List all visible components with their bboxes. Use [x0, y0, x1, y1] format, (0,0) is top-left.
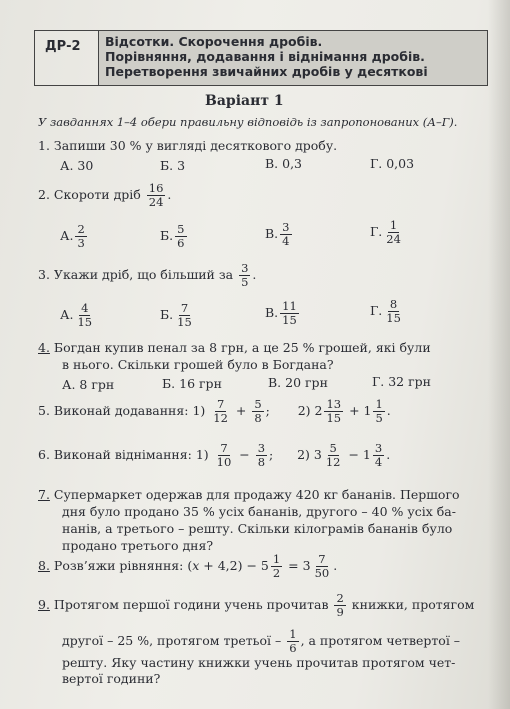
variant-title: Варіант 1	[205, 93, 284, 109]
option-a: А. $\frac{4}{15}$	[60, 301, 93, 329]
question-2: 2. Скороти дріб $\frac{16}{24}$ .	[38, 181, 172, 209]
option-d: Г. 32 грн	[372, 374, 431, 389]
topic-line: Відсотки. Скорочення дробів.	[105, 34, 323, 49]
option-c: В. $\frac{3}{4}$	[265, 220, 290, 248]
question-9-line3: решту. Яку частину книжки учень прочитав протягом чет-	[62, 655, 456, 670]
question-text: Протягом першої години учень прочитав	[53, 597, 329, 612]
option-c: В. 0,3	[265, 156, 303, 171]
fraction: $\frac{16}{24}$	[148, 181, 164, 209]
question-6: 6. Виконай віднімання: 1) $\frac{7}{10}$ − $\frac{3}{8}$ ; 2) 3 $\frac{5}{12}$ − 1 $\frac{3}{4}$ .	[38, 441, 391, 469]
question-9: 9. Протягом першої години учень прочитав $\frac{2}{9}$ книжки, протягом	[38, 591, 475, 619]
option-d: Г. $\frac{8}{15}$	[370, 297, 401, 325]
option-d: Г. $\frac{1}{24}$	[370, 218, 401, 246]
option-b: Б. 3	[160, 158, 186, 173]
question-4-line2: в нього. Скільки грошей було в Богдана?	[62, 357, 334, 372]
option-a: А. 8 грн	[62, 377, 115, 392]
option-c: В. 20 грн	[268, 375, 328, 390]
question-9-line2: другої – 25 %, протягом третьої – $\frac{1}{6}$ , а протягом четвертої –	[62, 627, 461, 655]
question-7-line: дня було продано 35 % усіх бананів, другого – 40 % усіх ба-	[62, 504, 456, 519]
question-number: 2.	[38, 187, 50, 202]
option-d: Г. 0,03	[370, 156, 415, 171]
question-text: Виконай віднімання:	[53, 447, 192, 462]
option-b: Б. 16 грн	[162, 376, 222, 391]
question-number: 9.	[38, 597, 50, 612]
question-text: Розв’яжи рівняння:	[53, 558, 184, 573]
question-3: 3. Укажи дріб, що більший за $\frac{3}{5}$ .	[38, 261, 257, 289]
question-7-line: нанів, а третього – решту. Скільки кілограмів бананів було	[62, 521, 453, 536]
question-7-line: продано третього дня?	[62, 538, 214, 553]
question-4	[38, 340, 431, 355]
question-text: Виконай додавання:	[53, 403, 189, 418]
instruction: У завданнях 1–4 обери правильну відповідь із запропонованих (А–Г).	[38, 115, 458, 129]
question-5: 5. Виконай додавання: 1) $\frac{7}{12}$ + $\frac{5}{8}$ ; 2) 2 $\frac{13}{15}$ + 1 $\frac{1}{5}$ .	[38, 397, 391, 425]
question-number: 6.	[38, 447, 50, 462]
worksheet-header	[34, 30, 488, 86]
question-number: 1.	[38, 138, 50, 153]
question-text: Супермаркет одержав для продажу 420 кг бананів. Першого	[53, 487, 460, 502]
question-text: Укажи дріб, що більший за	[53, 267, 234, 282]
question-number: 3.	[38, 267, 50, 282]
topic-line: Порівняння, додавання і віднімання дробів.	[105, 49, 425, 64]
question-number: 5.	[38, 403, 50, 418]
next-page-edge	[488, 0, 510, 709]
option-b: Б. $\frac{5}{6}$	[160, 222, 185, 250]
topic-line: Перетворення звичайних дробів у десяткові	[105, 64, 428, 79]
question-number: 4.	[38, 340, 50, 355]
worksheet-topics	[99, 31, 487, 85]
option-c: В. $\frac{11}{15}$	[265, 299, 297, 327]
fraction: $\frac{3}{5}$	[241, 261, 249, 289]
question-text: Богдан купив пенал за 8 грн, а це 25 % грошей, які були	[53, 340, 431, 355]
question-8: 8. Розв’яжи рівняння: (x + 4,2) − 5 $\frac{1}{2}$ = 3 $\frac{7}{50}$ .	[38, 552, 338, 580]
question-1	[38, 138, 337, 153]
question-text: Запиши 30 % у вигляді десяткового дробу.	[53, 138, 338, 153]
option-a: А. $\frac{2}{3}$	[60, 222, 85, 250]
question-number: 8.	[38, 558, 50, 573]
worksheet-code: ДР-2	[35, 31, 99, 85]
option-b: Б. $\frac{7}{15}$	[160, 301, 192, 329]
question-text: Скороти дріб	[53, 187, 141, 202]
question-7	[38, 487, 460, 502]
question-9-line4: вертої години?	[62, 671, 161, 686]
question-number: 7.	[38, 487, 50, 502]
option-a: А. 30	[60, 158, 94, 173]
